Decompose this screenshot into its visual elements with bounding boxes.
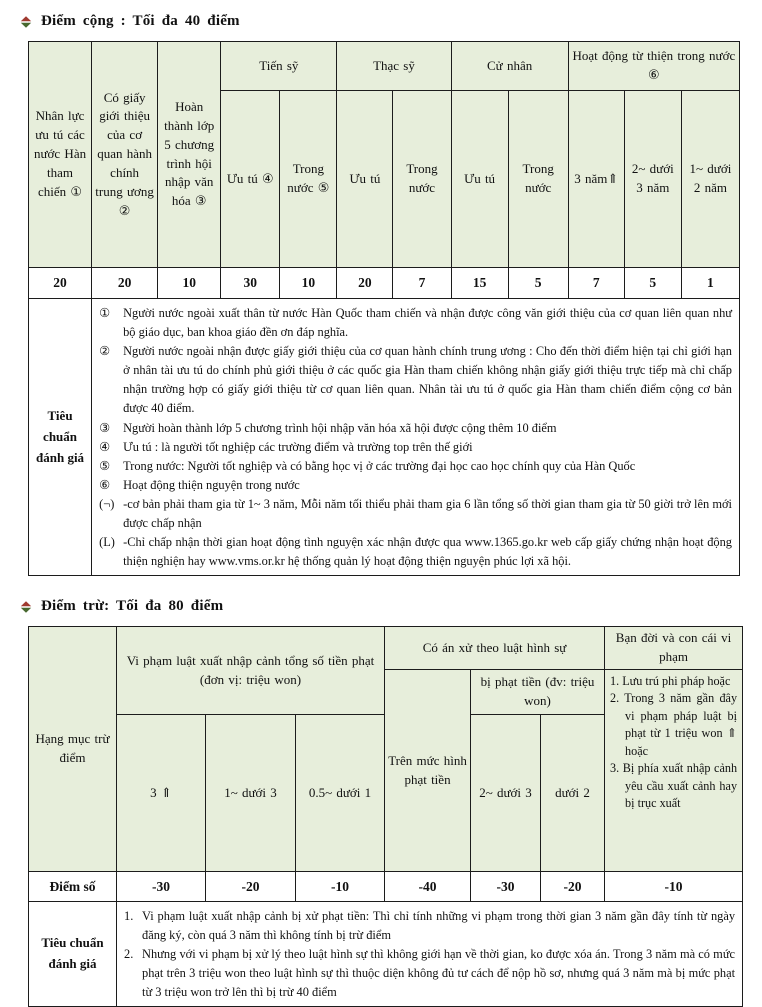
penalty-group-immigration: Vi phạm luật xuất nhập cảnh tổng số tiền phạt (đơn vị: triệu won) bbox=[117, 627, 385, 715]
bonus-note-2: ② Người nước ngoài nhận được giấy giới thiệu của cơ quan hành chính trung ương : Cho đến thời điểm hiện tại chỉ giới hạn ở nhân tài ưu tú do chính phủ giới thiệu ở các quốc gia Hàn tham chiến không nhận giấy giới thiệu trực tiếp mà chỉ chấp nhận trường hợp có giấy giới thiệu từ cơ quan liên quan. Nhân tài ưu tú ở quốc gia Hàn tham chiến điểm cộng cơ bản được 40 điểm. bbox=[99, 344, 732, 416]
penalty-score-cell: -40 bbox=[385, 872, 471, 902]
bonus-group-master: Thạc sỹ bbox=[337, 42, 451, 91]
penalty-table bbox=[28, 626, 743, 1007]
bonus-note-4: ④ Ưu tú : là người tốt nghiệp các trường điểm và trường top trên thế giới bbox=[99, 439, 473, 454]
penalty-score-cell: -10 bbox=[605, 872, 743, 902]
bonus-note-8: (L) -Chỉ chấp nhận thời gian hoạt động tình nguyện xác nhận được qua www.1365.go.kr web cấp giấy chứng nhận hoạt động thiện nghiện hay www.vms.or.kr hệ thống quản lý hoạt động thiện nguyện phúc lợi xã hội. bbox=[99, 535, 732, 569]
bonus-note-6: ⑥ Hoạt động thiện nguyện trong nước bbox=[99, 477, 300, 492]
penalty-criteria-notes bbox=[117, 902, 743, 1007]
penalty-subheader-cell: 3 ⇑ bbox=[117, 715, 206, 872]
penalty-score-label: Điểm số bbox=[29, 872, 117, 902]
penalty-title-text: Điểm trừ: Tối đa 80 điểm bbox=[41, 598, 224, 615]
bonus-value-cell: 10 bbox=[280, 268, 337, 299]
bonus-header-veteran: Nhân lực ưu tú các nước Hàn tham chiến ① bbox=[29, 42, 92, 268]
bonus-value-cell: 10 bbox=[158, 268, 221, 299]
family-condition-3: 3. Bị phía xuất nhập cảnh yêu cầu xuất cảnh hay bị trục xuất bbox=[610, 761, 738, 811]
bonus-subheader-cell: Trong nước ⑤ bbox=[280, 91, 337, 268]
bonus-note-7: (¬) -cơ bản phải tham gia từ 1~ 3 năm, Mỗi năm tối thiểu phải tham gia 6 lần tổng số thời gian tham gia từ 50 giời trở lên mới được chấp nhận bbox=[99, 496, 732, 531]
bonus-value-cell: 20 bbox=[29, 268, 92, 299]
bonus-criteria-label: Tiêu chuẩn đánh giá bbox=[29, 299, 92, 576]
bonus-value-cell: 30 bbox=[221, 268, 280, 299]
diamond-bullet-icon bbox=[20, 16, 32, 28]
bonus-subheader-cell: 3 năm⇑ bbox=[568, 91, 624, 268]
penalty-col-over-fine: Trên mức hình phạt tiền bbox=[385, 670, 471, 872]
bonus-section-title bbox=[20, 13, 742, 30]
bonus-value-cell: 15 bbox=[451, 268, 508, 299]
bonus-subheader-cell: Ưu tú bbox=[337, 91, 393, 268]
penalty-note-2: 2. Nhưng với vi phạm bị xử lý theo luật hình sự thì không giới hạn về thời gian, ko được xóa án. Trong 3 năm mà có mức phạt trên 3 triệu won theo luật hình sự thì thuộc diện không đủ tư cách để nộp hồ sơ, nhưng quá 3 năm mà bị mức phạt từ 3 triệu won trở lên thì bị trừ 40 điểm bbox=[124, 947, 736, 1000]
bonus-group-bachelor: Cử nhân bbox=[451, 42, 568, 91]
bonus-note-1: ① Người nước ngoài xuất thân từ nước Hàn Quốc tham chiến và nhận được công văn giới thiệu của cơ quan liên quan như bộ giáo dục, ban khoa giáo đền ơn đáp nghĩa. bbox=[99, 306, 732, 340]
penalty-group-family: Bạn đời và con cái vi phạm bbox=[605, 627, 743, 670]
bonus-note-3: ③ Người hoàn thành lớp 5 chương trình hội nhập văn hóa xã hội được cộng thêm 10 điểm bbox=[99, 420, 557, 435]
bonus-value-cell: 7 bbox=[568, 268, 624, 299]
penalty-score-cell: -30 bbox=[471, 872, 541, 902]
bonus-value-cell: 20 bbox=[337, 268, 393, 299]
bonus-note-5: ⑤ Trong nước: Người tốt nghiệp và có bằng học vị ở các trường đại học cao học chính quy của Hàn Quốc bbox=[99, 458, 636, 473]
bonus-group-doctor: Tiến sỹ bbox=[221, 42, 337, 91]
bonus-subheader-cell: Ưu tú bbox=[451, 91, 508, 268]
bonus-criteria-notes bbox=[92, 299, 740, 576]
bonus-table bbox=[28, 41, 740, 576]
bonus-subheader-cell: Trong nước bbox=[393, 91, 451, 268]
penalty-family-conditions bbox=[605, 670, 743, 872]
bonus-group-charity: Hoạt động từ thiện trong nước ⑥ bbox=[568, 42, 739, 91]
penalty-subheader-cell: 0.5~ dưới 1 bbox=[296, 715, 385, 872]
penalty-row-label: Hạng mục trừ điểm bbox=[29, 627, 117, 872]
penalty-criteria-label: Tiêu chuẩn đánh giá bbox=[29, 902, 117, 1007]
bonus-header-recommend: Có giấy giới thiệu của cơ quan hành chính trung ương ② bbox=[92, 42, 158, 268]
bonus-subheader-cell: 2~ dưới 3 năm bbox=[624, 91, 681, 268]
penalty-subheader-cell: 2~ dưới 3 bbox=[471, 715, 541, 872]
diamond-bullet-icon bbox=[20, 601, 32, 613]
bonus-value-cell: 5 bbox=[624, 268, 681, 299]
bonus-value-cell: 7 bbox=[393, 268, 451, 299]
penalty-score-cell: -30 bbox=[117, 872, 206, 902]
penalty-note-1: 1. Vi phạm luật xuất nhập cảnh bị xử phạt tiền: Thì chỉ tính những vi phạm trong thời gian 3 năm gần đây tính từ ngày đăng ký, còn quá 3 năm thì không tính bị trừ điểm bbox=[124, 909, 736, 943]
bonus-subheader-cell: Trong nước bbox=[508, 91, 568, 268]
penalty-subheader-cell: 1~ dưới 3 bbox=[206, 715, 296, 872]
bonus-subheader-cell: Ưu tú ④ bbox=[221, 91, 280, 268]
family-condition-2: 2. Trong 3 năm gần đây vi phạm pháp luật bị phạt từ 1 triệu won ⇑ hoặc bbox=[610, 691, 738, 758]
penalty-group-criminal: Có án xử theo luật hình sự bbox=[385, 627, 605, 670]
penalty-score-cell: -20 bbox=[541, 872, 605, 902]
family-condition-1: 1. Lưu trú phi pháp hoặc bbox=[610, 674, 731, 688]
penalty-section-title bbox=[20, 598, 742, 615]
bonus-subheader-cell: 1~ dưới 2 năm bbox=[681, 91, 739, 268]
bonus-header-program: Hoàn thành lớp 5 chương trình hội nhập văn hóa ③ bbox=[158, 42, 221, 268]
bonus-title-text: Điểm cộng : Tối đa 40 điểm bbox=[41, 13, 240, 29]
bonus-value-cell: 1 bbox=[681, 268, 739, 299]
bonus-value-cell: 5 bbox=[508, 268, 568, 299]
bonus-value-cell: 20 bbox=[92, 268, 158, 299]
penalty-score-cell: -10 bbox=[296, 872, 385, 902]
penalty-fine-header: bị phạt tiền (đv: triệu won) bbox=[471, 670, 605, 715]
penalty-subheader-cell: dưới 2 bbox=[541, 715, 605, 872]
penalty-score-cell: -20 bbox=[206, 872, 296, 902]
